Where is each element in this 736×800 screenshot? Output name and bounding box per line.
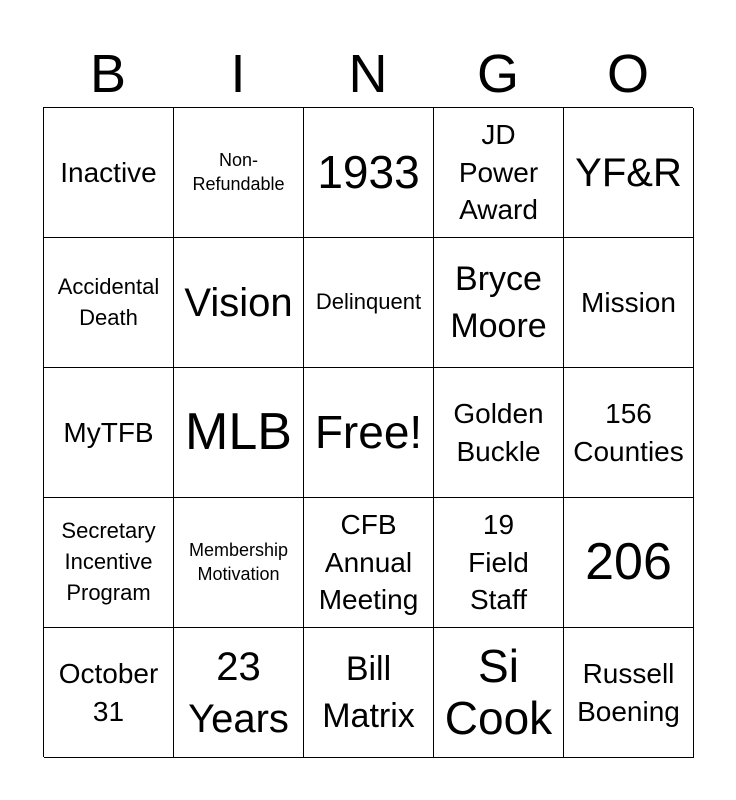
bingo-cell-n-5[interactable] [304,628,434,758]
bingo-cell-n-3[interactable] [304,368,434,498]
bingo-cell-o-4[interactable] [564,498,694,628]
bingo-cell-i-2[interactable] [174,238,304,368]
bingo-cell-o-1[interactable] [564,108,694,238]
bingo-board [43,107,693,757]
header-letter-o: O [606,44,649,104]
bingo-cell-i-4[interactable] [174,498,304,628]
bingo-cell-o-3[interactable] [564,368,694,498]
header-letter-n: N [348,44,388,104]
bingo-cell-g-5[interactable] [434,628,564,758]
bingo-cell-label: Si Cook [444,639,553,744]
bingo-cell-o-2[interactable] [564,238,694,368]
header-letter-i: I [230,44,246,104]
bingo-cell-b-3[interactable] [44,368,174,498]
header-letter-b: B [89,44,127,104]
bingo-cell-label: 156 Counties [573,397,684,467]
bingo-cell-g-3[interactable] [434,368,564,498]
bingo-cell-b-1[interactable] [44,108,174,238]
bingo-cell-b-2[interactable] [44,238,174,368]
bingo-cell-label: YF&R [575,150,682,195]
bingo-cell-label: Golden Buckle [453,397,544,467]
bingo-cell-g-4[interactable] [434,498,564,628]
bingo-cell-label: Non- Refundable [192,149,285,194]
bingo-cell-i-1[interactable] [174,108,304,238]
bingo-cell-label: MyTFB [63,416,154,448]
bingo-cell-label: Bryce Moore [450,259,547,345]
bingo-cell-label: MLB [185,402,292,461]
bingo-cell-i-3[interactable] [174,368,304,498]
bingo-cell-label: Vision [184,280,293,325]
bingo-header [43,40,693,108]
bingo-cell-i-5[interactable] [174,628,304,758]
bingo-cell-label: October 31 [58,657,159,727]
bingo-cell-label: Mission [581,286,676,318]
bingo-cell-n-2[interactable] [304,238,434,368]
bingo-cell-g-2[interactable] [434,238,564,368]
bingo-cell-label: 23 Years [188,644,289,741]
bingo-cell-label: Accidental Death [57,273,160,330]
bingo-cell-label: Secretary Incentive Program [61,518,156,605]
bingo-cell-label: Delinquent [315,289,422,315]
bingo-cell-b-5[interactable] [44,628,174,758]
bingo-cell-label: 19 Field Staff [468,508,529,616]
bingo-cell-label: Inactive [60,156,157,188]
bingo-cell-b-4[interactable] [44,498,174,628]
bingo-cell-label: Membership Motivation [188,539,289,584]
bingo-cell-label: Russell Boening [577,657,680,727]
bingo-cell-label: 1933 [317,145,420,198]
bingo-cell-n-4[interactable] [304,498,434,628]
bingo-cell-o-5[interactable] [564,628,694,758]
bingo-cell-n-1[interactable] [304,108,434,238]
bingo-cell-label: CFB Annual Meeting [318,508,419,616]
header-letter-g: G [476,44,519,104]
bingo-cell-label: JD Power Award [458,118,539,226]
bingo-cell-label: Bill Matrix [322,649,415,735]
bingo-cell-label: Free! [314,405,423,458]
bingo-cell-g-1[interactable] [434,108,564,238]
bingo-cell-label: 206 [585,532,672,591]
